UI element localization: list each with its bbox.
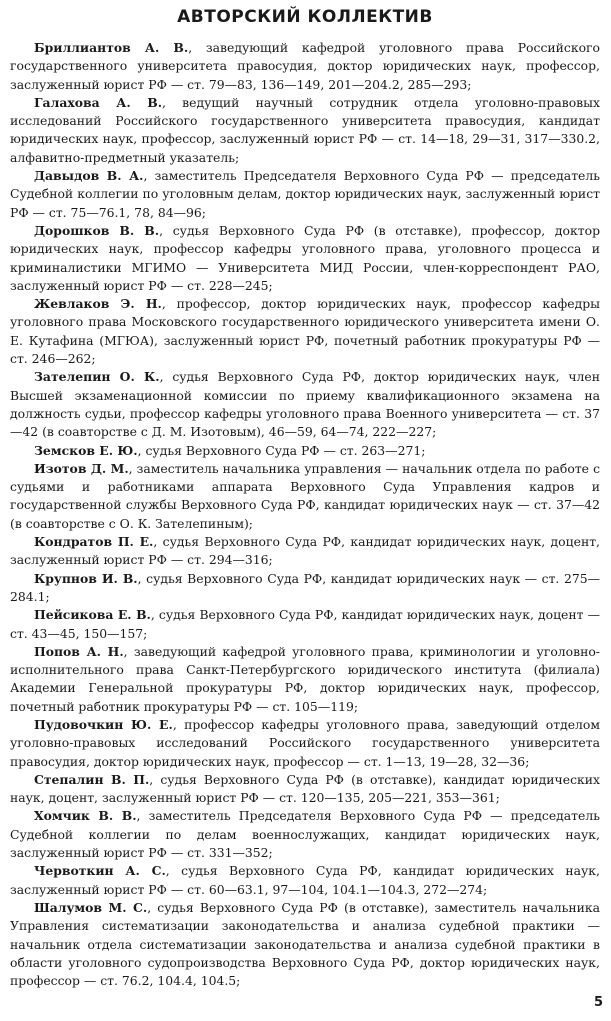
author-name: Пейсикова Е. В. <box>34 607 151 623</box>
author-description: , судья Верховного Суда РФ, кандидат юридических наук, доцент, заслуженный юрист РФ — ст. 294—316; <box>10 534 600 568</box>
author-name: Земсков Е. Ю. <box>34 442 138 458</box>
author-entry <box>10 39 600 94</box>
author-entry <box>10 368 600 441</box>
author-description: , заместитель Председателя Верховного Суда РФ — председатель Судебной коллегии по уголовным делам, доктор юридических наук, заслуженный юрист РФ — ст. 75—76.1, 78, 84—96; <box>10 168 600 220</box>
author-entry <box>10 222 600 295</box>
author-description: , заместитель Председателя Верховного Суда РФ — председатель Судебной коллегии по делам военнослужащих, кандидат юридических наук, заслуженный юрист РФ — ст. 331—352; <box>10 808 600 861</box>
author-entry <box>10 643 600 716</box>
author-entry <box>10 716 600 771</box>
author-description: , судья Верховного Суда РФ — ст. 263—271; <box>137 442 426 458</box>
author-name: Червоткин А. С. <box>34 863 166 879</box>
author-name: Пудовочкин Ю. Е. <box>34 716 173 732</box>
author-description: , судья Верховного Суда РФ (в отставке), заместитель начальника Управления систематизации законодательства и анализа судебной практики — начальник отдела систематизации законодательства и анализа судебной практики в области уголовного судопроизводства Верховного Суда РФ, доктор юридических наук, профессор — ст. 76.2, 104.4, 104.5; <box>10 899 600 989</box>
author-name: Кондратов П. Е. <box>34 534 154 550</box>
author-name: Попов А. Н. <box>34 643 124 659</box>
author-entry <box>10 533 600 570</box>
author-entry <box>10 606 600 643</box>
author-description: , судья Верховного Суда РФ, кандидат юридических наук — ст. 275—284.1; <box>10 570 600 604</box>
author-entry <box>10 862 600 899</box>
author-entry <box>10 807 600 862</box>
author-description: , судья Верховного Суда РФ, кандидат юридических наук, заслуженный юрист РФ — ст. 60—63.1, 97—104, 104.1—104.3, 272—274; <box>10 863 600 897</box>
author-name: Изотов Д. М. <box>34 460 129 476</box>
author-entry <box>10 295 600 368</box>
author-name: Бриллиантов А. В. <box>34 40 189 55</box>
author-name: Степалин В. П. <box>34 771 150 787</box>
page <box>10 6 600 990</box>
author-name: Давыдов В. А. <box>34 168 144 184</box>
author-description: , судья Верховного Суда РФ, доктор юридических наук, член Высшей экзаменационной комиссии по приему квалификационного экзамена на должность судьи, профессор кафедры уголовного права Военного университета — ст. 37—42 (в соавторстве с Д. М. Изотовым), 46—59, 64—74, 222—227; <box>10 369 600 440</box>
author-description: , судья Верховного Суда РФ, кандидат юридических наук, доцент — ст. 43—45, 150—157; <box>10 607 600 641</box>
author-name: Шалумов М. С. <box>34 899 148 915</box>
author-name: Дорошков В. В. <box>34 222 160 238</box>
author-description: , заведующий кафедрой уголовного права Российского государственного университета правосудия, доктор юридических наук, профессор, заслуженный юрист РФ — ст. 79—83, 136—149, 201—204.2, 285—293; <box>10 40 600 92</box>
author-description: , судья Верховного Суда РФ (в отставке), кандидат юридических наук, доцент, заслуженный юрист РФ — ст. 120—135, 205—221, 353—361; <box>10 771 601 806</box>
page-title: АВТОРСКИЙ КОЛЛЕКТИВ <box>177 7 433 27</box>
author-description: , заместитель начальника управления — начальник отдела по работе с судьями и работниками аппарата Верховного Суда Управления кадров и государственной службы Верховного Суда РФ, кандидат юридических наук — ст. 37—42 (в соавторстве с О. К. Зателепиным); <box>10 460 601 531</box>
author-name: Крупнов И. В. <box>34 570 138 586</box>
author-name: Хомчик В. В. <box>34 808 137 824</box>
author-name: Галахова А. В. <box>34 94 163 110</box>
author-description: , заведующий кафедрой уголовного права, криминологии и уголовно-исполнительного права Санкт-Петербургского юридического института (филиала) Академии Генеральной прокуратуры РФ, доктор юридических наук, профессор, почетный работник прокуратуры РФ — ст. 105—119; <box>10 643 600 714</box>
author-entry <box>10 167 600 222</box>
author-entry <box>10 460 600 533</box>
page-number: 5 <box>593 995 603 1010</box>
author-description: , ведущий научный сотрудник отдела уголовно-правовых исследований Российского государственного университета правосудия, кандидат юридических наук, профессор, заслуженный юрист РФ — ст. 14—18, 29—31, 317—330.2, алфавитно-предметный указатель; <box>10 94 600 165</box>
author-entry <box>10 442 600 460</box>
author-entry <box>10 899 600 990</box>
author-name: Зателепин О. К. <box>34 369 160 385</box>
author-description: , профессор кафедры уголовного права, заведующий отделом уголовно-правовых исследований Российского государственного университета правосудия, доктор юридических наук, профессор — ст. 1—13, 19—28, 32—36; <box>10 716 601 769</box>
author-entry <box>10 94 600 167</box>
author-name: Жевлаков Э. Н. <box>34 296 162 312</box>
author-description: , судья Верховного Суда РФ (в отставке), профессор, доктор юридических наук, профессор кафедры уголовного права, уголовного процесса и криминалистики МГИМО — Университета МИД России, член-корреспондент РАО, заслуженный юрист РФ — ст. 228—245; <box>10 222 600 293</box>
author-description: , профессор, доктор юридических наук, профессор кафедры уголовного права Московского государственного юридического университета имени О. Е. Кутафина (МГЮА), заслуженный юрист РФ, почетный работник прокуратуры РФ — ст. 246—262; <box>10 296 601 367</box>
author-entry <box>10 771 600 808</box>
author-entry <box>10 570 600 607</box>
author-list <box>10 39 600 990</box>
